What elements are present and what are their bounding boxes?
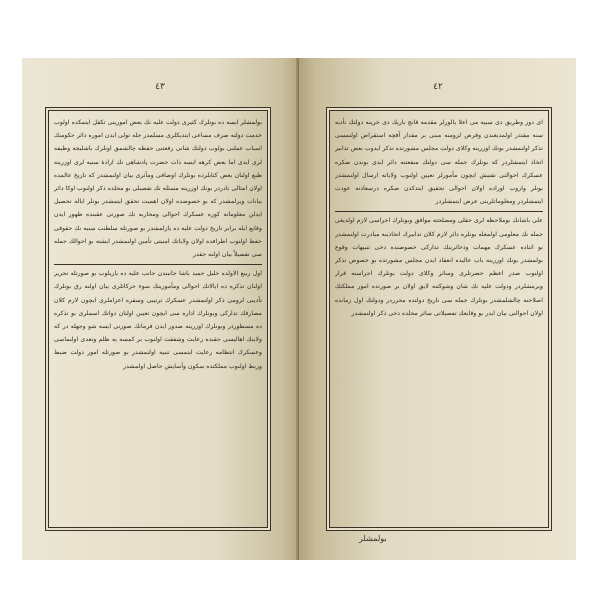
divider-rule [335,211,543,212]
page-number: ٤٢ [433,82,443,92]
paragraph: اول ربيع الاولده خليل حميد باشا جانبندن جانب عليه ده يازيلوب بو صورتله تحرير اولنان تذكره ده ايالاتك احوالى ومأمورينك سوء حركاتلرى بيان اولنه رق بونلرك تأديبى لزومى ذكر اولنمشدر عسكرك ترتيبى وسفره اعزاملرى ايچون لازم كلان مصارفك تداركى وبونلرك اداره سى ايچون تعيين اولنان ذواتك اسملرى بو تذكره ده مسطوردر وبونلرك اوزرينه صدور ايدن فرمانك صورتى ايسه شو وجهله در كه ولايتك اهالیسى حقنده رعايت وشفقت اولنوب بر كمسه يه ظلم وتعدى اولنماسى وعسكرك انتظامه رعايت ايتمسى تنبيه اولنمشدر بو صورتله امور دولت ضبط وربط اولنوب مملكتده سكون وآسايش حاصل اولمشدر [54,270,262,370]
divider-rule [54,264,262,265]
paragraph: بولمشلر ايسه ده بونلرك كثيرى دولت عليه نك بعض امورينى تكفل ايتمكده اولوب خدمت دولته صرف مساعى ايتديكلرى مسلمدر جله تولى ايدن اموره دائر حكومتك اسباب عملنى بولوب دولتك شانى رفعتنى حفظه چالشمق اونلرك باشليجه وظيفه لرى ايدى اما بعض كرهه ايسه ذات حضرت پادشاهى نك ارادهٔ سنيه لرى اوزرينه طبع اولنان بعض كتابلرده بونلرك اوصافى ومآثرى بيان اولنمشدر كه تاريخ عالمده اولان امثالى نادردر بونك اوزرينه مسئله نك تفصيلى بو محلده ذكر اولنوب اوكا دائر بيانات ويرلمشدر كه بو خصوصده اولان اهميت تحقق ايتمشدر بونلر اياله تحصيل ايدلن معلوماته كوره عسكرك احوالى ومحاربه نك صورتى عقبنده ظهور ايدن وقايع ايله برابر تاريخ دولت عليه ده يازلمشدر بو صورتله سلطنت سنيه نك حقوقى حفظ اولنوب اطرافده اولان ولاياتك امنيتى تأمين اولنمشدر ايشته بو احوالك جمله سى تفصيلاً بيان اولنه جقدر [54,119,262,259]
text-frame [48,110,268,528]
text-block [54,116,262,522]
catchword: بولمشلر [359,534,387,543]
open-book [22,58,576,560]
paragraph: اى دوز وطريق دى سبيه مى اعلا يالورلر مقدمه قانچ باريك دى خزينه دولتك تأديه سنه مقتدر اولمديغندن وقرض لزومنه مبنى بر مقدار آقچه استقراض اولنمسى تذكر اولنمشدر بونك اوزرينه وكلاى دولت مجلس مشورتده تذكر ايدوب بعض تدابير اتخاذ ايتمشلردر كه بونلرك جمله سى دولتك منفعتنه دائر ايدى بوندن صكره عسكرك احوالنى تفتيش ايچون مأمورلر تعيين اولنوب ولاياته ارسال اولنمشدر بونلر واروب اوراده اولان احوالى تحقيق ايتدكدن صكره درسعادته عودت ايتمشلردر ومعلوماتلرينى عرض ايتمشلردر [335,119,543,206]
paragraph: على باشانك بوملاحظه لرى حقلى ومصلحته موافق وبونلرك اجراسى لازم اولديغى جمله نك معلومى اولمغله بونلره دائر لازم كلان تدابيرك اتخاذينه مبادرت اولنمشدر بو اثناده عسكرك مهمات وذخائرينك تداركى خصوصنده دخى تنبيهات وقوع بولمشدر بونك اوزرينه باب عالیده انعقاد ايدن مجلس مشورتده بو خصوص تذكر اولنوب صدر اعظم حضرتلرى وسائر وكلاى دولت بونلرك اجراسنه قرار ويرمشلردر ودولت عليه نك شان وشوكتنه لايق اولان بر صورتده امور مملكتك اصلاحنه چالشلمشدر بونلرك جمله سى تاريخ دولتده محرردر ودولتك اول زمانده اولان احوالنى بيان ايدر بو وقايعك تفصيلاتى سائر محلده دخى ذكر اولنمشدر [335,217,543,317]
text-frame [329,110,549,528]
left-page [22,58,299,560]
right-page [299,58,576,560]
text-block [335,116,543,522]
page-number: ٤٣ [155,82,165,92]
